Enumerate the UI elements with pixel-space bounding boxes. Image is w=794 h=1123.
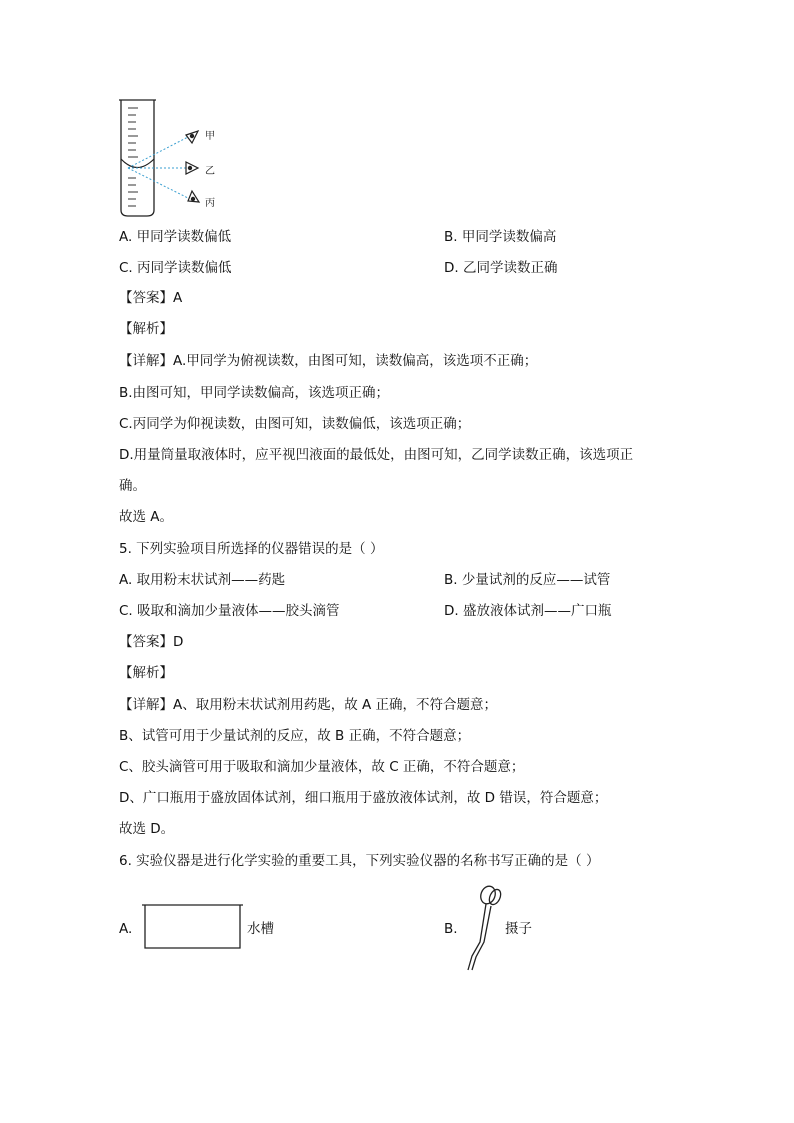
q4-detail-line: C.丙同学为仰视读数，由图可知，读数偏低，该选项正确； bbox=[119, 416, 471, 432]
q6-option-b-name: 摄子 bbox=[505, 921, 532, 937]
eye-icon bbox=[186, 131, 198, 143]
q4-answer: 【答案】A bbox=[119, 290, 183, 306]
q5-detail-line: B、试管可用于少量试剂的反应，故 B 正确，不符合题意； bbox=[119, 728, 471, 744]
q5-answer: 【答案】D bbox=[119, 634, 184, 650]
q4-option-c: C. 丙同学读数偏低 bbox=[119, 260, 232, 276]
q6-stem: 6. 实验仪器是进行化学实验的重要工具，下列实验仪器的名称书写正确的是（ ） bbox=[119, 853, 600, 869]
q4-detail-line: B.由图可知，甲同学读数偏高，该选项正确； bbox=[119, 385, 390, 401]
eye-icon bbox=[188, 191, 199, 202]
q5-option-a: A. 取用粉末状试剂——药匙 bbox=[119, 572, 286, 588]
q6-option-a-name: 水槽 bbox=[247, 921, 274, 937]
q5-option-d: D. 盛放液体试剂——广口瓶 bbox=[444, 603, 612, 619]
label-jia: 甲 bbox=[205, 131, 215, 142]
q6-option-a-letter: A. bbox=[119, 921, 133, 937]
q6-option-b-letter: B. bbox=[444, 921, 458, 937]
q4-detail-line: 确。 bbox=[119, 478, 146, 494]
q4-option-b: B. 甲同学读数偏高 bbox=[444, 229, 557, 245]
q4-option-a: A. 甲同学读数偏低 bbox=[119, 229, 232, 245]
q5-detail-line: D、广口瓶用于盛放固体试剂，细口瓶用于盛放液体试剂，故 D 错误，符合题意； bbox=[119, 790, 608, 806]
q4-analysis-title: 【解析】 bbox=[119, 321, 173, 337]
q5-detail-line: 故选 D。 bbox=[119, 821, 175, 837]
q4-option-d: D. 乙同学读数正确 bbox=[444, 260, 558, 276]
eye-icon bbox=[186, 162, 198, 174]
tweezers-figure bbox=[458, 884, 508, 974]
q4-detail-line: 【详解】A.甲同学为俯视读数，由图可知，读数偏高，该选项不正确； bbox=[119, 353, 538, 369]
q5-detail-line: C、胶头滴管可用于吸取和滴加少量液体，故 C 正确，不符合题意； bbox=[119, 759, 525, 775]
q4-detail-line: 故选 A。 bbox=[119, 509, 174, 525]
q5-stem: 5. 下列实验项目所选择的仪器错误的是（ ） bbox=[119, 541, 384, 557]
water-trough-figure bbox=[142, 902, 244, 952]
q5-analysis-title: 【解析】 bbox=[119, 665, 173, 681]
q5-detail-line: 【详解】A、取用粉末状试剂用药匙，故 A 正确，不符合题意； bbox=[119, 697, 498, 713]
label-yi: 乙 bbox=[205, 166, 215, 177]
label-bing: 丙 bbox=[205, 198, 215, 209]
q5-option-c: C. 吸取和滴加少量液体——胶头滴管 bbox=[119, 603, 340, 619]
q4-detail-line: D.用量筒量取液体时，应平视凹液面的最低处，由图可知，乙同学读数正确，该选项正 bbox=[119, 447, 634, 463]
q5-option-b: B. 少量试剂的反应——试管 bbox=[444, 572, 611, 588]
